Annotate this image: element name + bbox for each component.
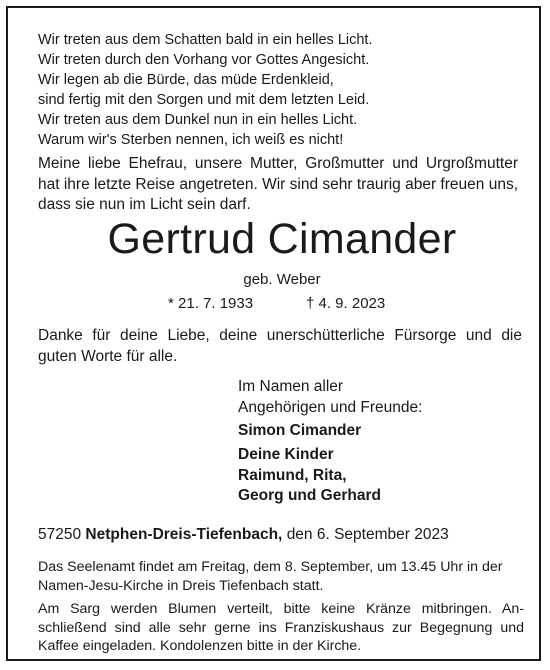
intro-text: Meine liebe Ehefrau, unsere Mutter, Großmutter und Urgroßmutter hat ihre letzte Reise angetreten. Wir sind sehr traurig aber freuen uns, dass sie nun im Licht sein darf.: [38, 155, 518, 213]
children-line: Deine Kinder: [238, 446, 334, 463]
town-name: Netphen-Dreis-Tiefenbach,: [85, 526, 283, 543]
poem-line: Wir treten durch den Vorhang vor Gottes Angesicht.: [38, 52, 370, 68]
children-line: Raimund, Rita,: [238, 466, 347, 484]
poem-line: Warum wir's Sterben nennen, ich weiß es nicht!: [38, 132, 344, 148]
children-list: [238, 445, 381, 507]
children-line: Georg und Gerhard: [238, 487, 381, 504]
poem-line: Wir treten aus dem Dunkel nun in ein helles Licht.: [38, 112, 358, 128]
on-behalf-line: Angehörigen und Freunde:: [238, 398, 423, 416]
death-date: † 4. 9. 2023: [306, 295, 386, 312]
poem-line: sind fertig mit den Sorgen und mit dem letzten Leid.: [38, 92, 370, 108]
mass-notice: Das Seelenamt findet am Freitag, dem 8. September, um 13.45 Uhr in der Namen-Jesu-Kirche in Dreis Tiefenbach statt.: [38, 559, 503, 594]
thanks-text: Danke für deine Liebe, deine unerschütterliche Fürsorge und die guten Worte für alle.: [38, 327, 522, 365]
poem: [38, 30, 372, 150]
deceased-name: Gertrud Cimander: [107, 215, 457, 263]
coffin-notice: Am Sarg werden Blumen verteilt, bitte keine Kränze mitbringen. Anschließend sind alle sehr gerne ins Franziskushaus zur Begegnung und Kaffee eingeladen. Kondolenzen bitte in der Kirche.: [38, 601, 524, 654]
zip-code: 57250: [38, 526, 82, 543]
on-behalf: [238, 377, 422, 418]
on-behalf-line: Im Namen aller: [238, 378, 344, 395]
poem-line: Wir legen ab die Bürde, das müde Erdenkleid,: [38, 72, 334, 88]
notice-date: den 6. September 2023: [286, 526, 449, 543]
signer-name: Simon Cimander: [238, 422, 362, 439]
maiden-name: geb. Weber: [243, 271, 321, 288]
birth-date: * 21. 7. 1933: [168, 295, 254, 312]
notice-frame: [6, 6, 541, 661]
poem-line: Wir treten aus dem Schatten bald in ein helles Licht.: [38, 32, 373, 48]
place-date: [38, 525, 449, 545]
